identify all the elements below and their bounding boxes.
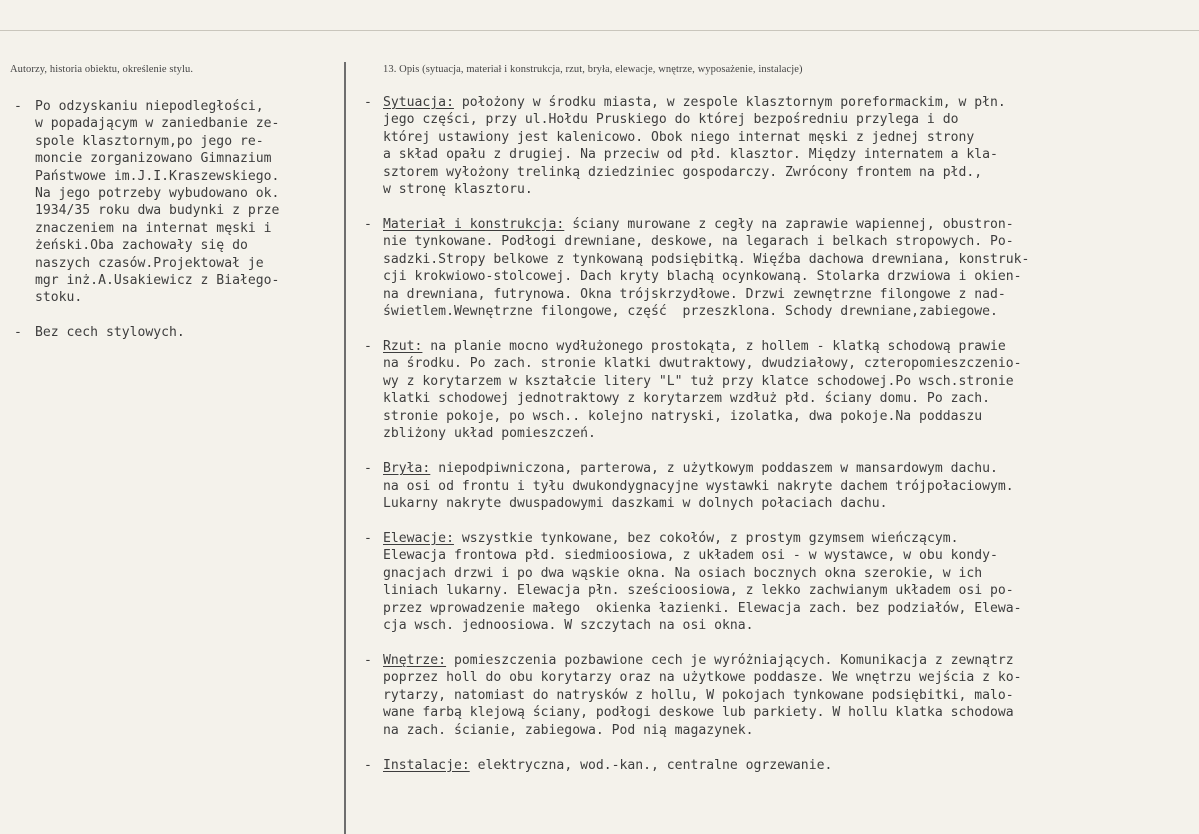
bullet-dash: -	[364, 461, 372, 477]
description-section	[364, 338, 1194, 442]
text-line: Lukarny nakryte dwuspadowymi daszkami w dolnych połaciach dachu.	[383, 495, 888, 511]
text-line: Elewacja frontowa płd. siedmioosiowa, z układem osi - w wystawce, w obu kondy-	[383, 548, 998, 564]
description-section	[364, 94, 1194, 198]
right-column-header: 13. Opis (sytuacja, materiał i konstrukcja, rzut, bryła, elewacje, wnętrze, wyposażenie, instalacje)	[383, 64, 803, 75]
top-rule	[0, 30, 1199, 31]
section-title: Elewacje:	[383, 530, 454, 546]
text-line: zbliżony układ pomieszczeń.	[383, 426, 596, 442]
bullet-dash: -	[14, 99, 22, 114]
text-line: sadzki.Stropy belkowe z tynkowaną podsiębitką. Więźba dachowa drewniana, konstruk-	[383, 251, 1030, 267]
text-line: przez wprowadzenie małego okienka łazienki. Elewacja zach. bez podziałów, Elewa-	[383, 600, 1022, 616]
text-line: spole klasztornym,po jego re-	[35, 133, 264, 149]
text-line: 1934/35 roku dwa budynki z prze	[35, 203, 280, 219]
left-column-header: Autorzy, historia obiektu, określenie stylu.	[10, 64, 194, 75]
history-paragraph	[14, 324, 342, 341]
bullet-dash: -	[364, 217, 372, 233]
text-line: stronie pokoje, po wsch.. kolejno natryski, izolatka, dwa pokoje.Na poddaszu	[383, 408, 983, 424]
section-title: Rzut:	[383, 339, 423, 355]
section-first-line	[383, 652, 1194, 669]
section-first-line	[383, 338, 1194, 355]
text-line: cja wsch. jednoosiowa. W szczytach na osi okna.	[383, 617, 754, 633]
text-line: cji krokwiowo-stolcowej. Dach kryty blachą ocynkowaną. Stolarka drzwiowa i okien-	[383, 269, 1022, 285]
text-line: w stronę klasztoru.	[383, 182, 533, 198]
description-section	[364, 216, 1194, 320]
text-line: Na jego potrzeby wybudowano ok.	[35, 186, 280, 202]
section-first-line	[383, 216, 1194, 233]
text-line: naszych czasów.Projektował je	[35, 255, 264, 271]
section-first-line	[383, 460, 1194, 477]
description-section	[364, 530, 1194, 634]
description-section	[364, 460, 1194, 512]
text-line: wy z korytarzem w kształcie litery "L" tuż przy klatce schodowej.Po wsch.stronie	[383, 373, 1014, 389]
text-line: której ustawiony jest kalenicowo. Obok niego internat męski z jednej strony	[383, 129, 975, 145]
section-text: wszystkie tynkowane, bez cokołów, z prostym gzymsem wieńczącym.	[453, 530, 959, 546]
text-line: mgr inż.A.Usakiewicz z Białego-	[35, 273, 280, 289]
text-line: w popadającym w zaniedbanie ze-	[35, 116, 280, 132]
text-line: jego części, przy ul.Hołdu Pruskiego do której bezpośredniu przylega i do	[383, 112, 959, 128]
description-column	[364, 94, 1194, 792]
text-line: znaczeniem na internat męski i	[35, 220, 272, 236]
section-first-line	[383, 530, 1194, 547]
section-title: Wnętrze:	[383, 652, 447, 668]
text-line: świetlem.Wewnętrzne filongowe, część przeszklona. Schody drewniane,zabiegowe.	[383, 304, 998, 320]
text-line: rytarzy, natomiast do natrysków z hollu, W pokojach tynkowane podsiębitki, malo-	[383, 687, 1014, 703]
text-line: Państwowe im.J.I.Kraszewskiego.	[35, 168, 280, 184]
section-first-line	[383, 757, 1194, 774]
text-line: Po odzyskaniu niepodległości,	[35, 99, 264, 114]
text-line: moncie zorganizowano Gimnazium	[35, 151, 272, 167]
bullet-dash: -	[364, 95, 372, 110]
section-title: Sytuacja:	[383, 95, 454, 110]
bullet-dash: -	[364, 757, 372, 773]
section-first-line	[383, 94, 1194, 111]
left-column	[14, 98, 342, 358]
bullet-dash: -	[364, 530, 372, 546]
text-line: stoku.	[35, 290, 83, 306]
description-section	[364, 652, 1194, 739]
description-section	[364, 757, 1194, 774]
section-text: elektryczna, wod.-kan., centralne ogrzewanie.	[469, 757, 833, 773]
section-text: na planie mocno wydłużonego prostokąta, z hollem - klatką schodową prawie	[422, 339, 1006, 355]
text-line: na zach. ścianie, zabiegowa. Pod nią magazynek.	[383, 722, 754, 738]
section-title: Materiał i konstrukcja:	[383, 217, 565, 233]
text-line: na środku. Po zach. stronie klatki dwutraktowy, dwudziałowy, czteropomieszczenio-	[383, 356, 1022, 372]
bullet-dash: -	[364, 652, 372, 668]
text-line: klatki schodowej jednotraktowy z korytarzem wzdłuż płd. ściany domu. Po zach.	[383, 391, 990, 407]
bullet-dash: -	[14, 324, 22, 340]
section-text: ściany murowane z cegły na zaprawie wapiennej, obustron-	[564, 217, 1014, 233]
section-text: położony w środku miasta, w zespole klasztornym poreformackim, w płn.	[453, 95, 1006, 110]
text-line: liniach lukarny. Elewacja płn. sześcioosiowa, z lekko zachwianym układem osi po-	[383, 583, 1014, 599]
section-title: Instalacje:	[383, 757, 470, 773]
text-line: wane farbą klejową ściany, podłogi deskowe lub parkiety. W hollu klatka schodowa	[383, 705, 1014, 721]
section-text: pomieszczenia pozbawione cech je wyróżniających. Komunikacja z zewnątrz	[446, 652, 1014, 668]
text-line: poprzez holl do obu korytarzy oraz na użytkowe poddasze. We wnętrzu wejścia z ko-	[383, 670, 1022, 686]
text-line: a skład opału z drugiej. Na przeciw od płd. klasztor. Między internatem a kla-	[383, 147, 998, 163]
text-line: Bez cech stylowych.	[35, 324, 185, 340]
text-line: sztorem wyłożony trelinką dziedziniec gospodarczy. Zwrócony frontem na płd.,	[383, 164, 983, 180]
column-divider	[344, 62, 346, 834]
history-paragraph	[14, 98, 342, 307]
text-line: nie tynkowane. Podłogi drewniane, deskowe, na legarach i belkach stropowych. Po-	[383, 234, 1014, 250]
text-line: na osi od frontu i tyłu dwukondygnacyjne wystawki nakryte dachem trójpołaciowym.	[383, 478, 1014, 494]
section-text: niepodpiwniczona, parterowa, z użytkowym poddaszem w mansardowym dachu.	[430, 461, 998, 477]
section-title: Bryła:	[383, 461, 431, 477]
text-line: gnacjach drzwi i po dwa wąskie okna. Na osiach bocznych okna szerokie, w ich	[383, 565, 983, 581]
text-line: żeński.Oba zachowały się do	[35, 238, 248, 254]
text-line: na drewniana, futrynowa. Okna trójskrzydłowe. Drzwi zewnętrzne filongowe z nad-	[383, 286, 1006, 302]
bullet-dash: -	[364, 339, 372, 355]
